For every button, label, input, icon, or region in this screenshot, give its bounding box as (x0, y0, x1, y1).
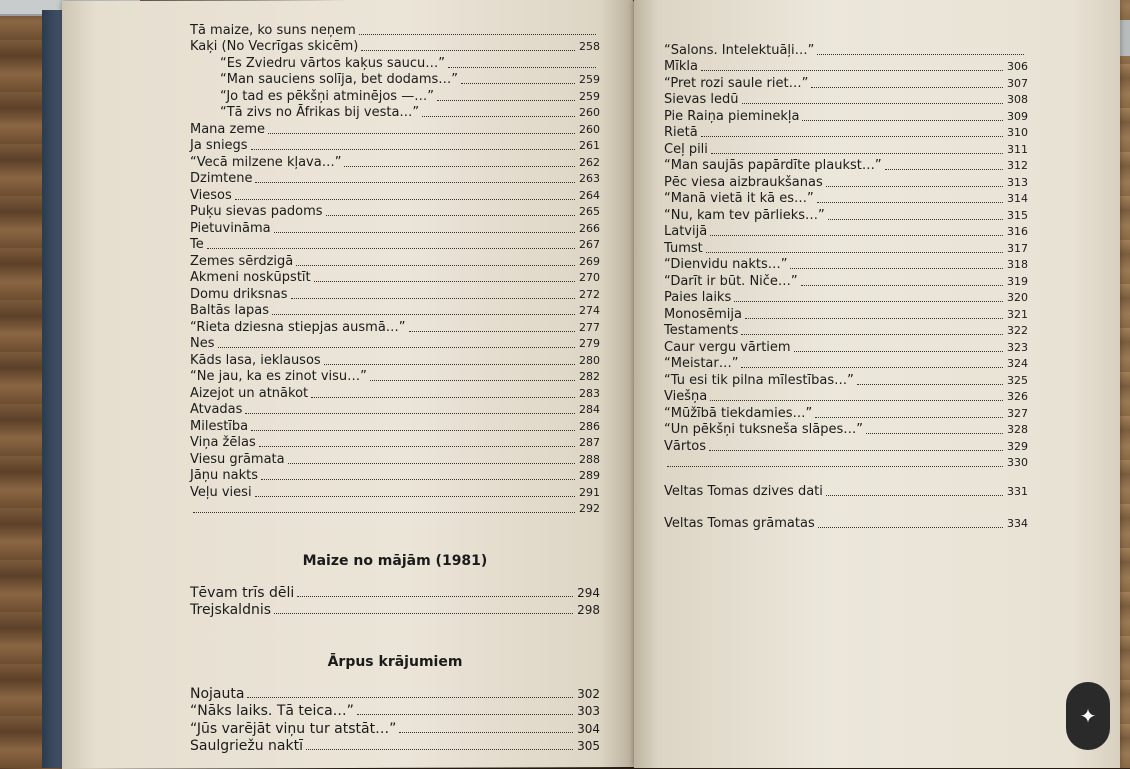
toc-entry-page: 307 (1007, 76, 1028, 90)
toc-entry-page: 270 (579, 271, 600, 284)
toc-entry (190, 187, 600, 204)
toc-entry-page: 315 (1007, 208, 1028, 222)
toc-entry-page: 265 (579, 205, 600, 218)
toc-entry-title: Atvadas (190, 402, 243, 417)
toc-entry-page: 317 (1007, 241, 1028, 255)
toc-entry (664, 372, 1028, 389)
toc-entry-page: 269 (579, 254, 600, 268)
toc-entry-title: Mana zeme (190, 121, 266, 137)
toc-entry-page: 277 (579, 320, 600, 334)
toc-entry-title: “Man saujās papārdīte plaukst…” (664, 158, 882, 173)
toc-entry-title: Veltas Tomas dzives dati (664, 483, 823, 499)
toc-entry-page: 259 (579, 73, 600, 86)
toc-entry (190, 737, 600, 755)
dot-leader (701, 136, 1003, 137)
toc-entry-title: “Mūžībā tiekdamies…” (664, 405, 813, 421)
toc-entry-page: 305 (577, 739, 600, 753)
toc-list-right (664, 42, 1028, 471)
toc-entry-title: “Tā zivs no Āfrikas bij vesta…” (220, 105, 420, 120)
toc-entry-title: Latvijā (664, 224, 708, 239)
toc-entry (190, 55, 600, 72)
toc-entry-title: Tā maize, ko suns neņem (190, 22, 356, 38)
dot-leader (274, 232, 575, 233)
toc-entry-page: 279 (579, 337, 600, 350)
toc-entry-page: 303 (577, 704, 600, 718)
toc-entry (664, 224, 1028, 241)
toc-entry-title: Te (190, 237, 204, 252)
toc-entry-title: “Meistar…” (664, 356, 739, 371)
toc-entry-page: 261 (579, 139, 600, 152)
toc-entry (664, 483, 1028, 500)
toc-entry-page: 266 (579, 221, 600, 235)
toc-entry (190, 121, 600, 138)
toc-entry-page: 326 (1007, 390, 1028, 403)
toc-list-appendix (664, 483, 1028, 532)
toc-entry (190, 171, 600, 188)
toc-entry-page: 324 (1007, 357, 1028, 370)
toc-entry-title: Saulgriežu naktī (190, 738, 303, 754)
toc-entry (664, 158, 1028, 175)
dot-leader (255, 182, 575, 183)
toc-entry (190, 418, 600, 435)
dot-leader (817, 54, 1024, 55)
toc-entry (190, 385, 600, 402)
toc-entry-page: 330 (1007, 456, 1028, 469)
dot-leader (268, 133, 575, 134)
toc-list-section-2 (190, 684, 600, 754)
toc-entry (190, 88, 600, 105)
toc-entry (664, 207, 1028, 224)
toc-entry-title: “Dienvidu nakts…” (664, 257, 788, 272)
toc-list-left (190, 22, 600, 517)
dot-leader (709, 450, 1003, 451)
toc-entry-title: Viņa žēlas (190, 435, 256, 450)
toc-entry-title: Nes (190, 336, 215, 351)
toc-entry-page: 319 (1007, 274, 1028, 288)
dot-leader (297, 596, 573, 597)
dot-leader (741, 367, 1003, 368)
toc-entry-title: Tēvam trīs dēli (190, 584, 295, 601)
toc-entry (190, 435, 600, 452)
toc-entry (190, 702, 600, 720)
toc-entry-title: “Ne jau, ka es zinot visu…” (190, 369, 367, 384)
dot-leader (885, 169, 1003, 170)
toc-entry-page: 294 (577, 585, 600, 600)
dot-leader (291, 298, 576, 299)
toc-entry (190, 484, 600, 501)
dot-leader (261, 479, 575, 480)
toc-entry-title: Rietā (664, 125, 698, 140)
watermark-logo-icon: ✦ (1066, 682, 1110, 750)
toc-entry (190, 72, 600, 89)
dot-leader (461, 83, 575, 84)
toc-entry-page: 329 (1007, 439, 1028, 453)
dot-leader (245, 413, 575, 414)
dot-leader (710, 400, 1003, 401)
toc-entry-page: 304 (577, 721, 600, 736)
toc-entry (190, 319, 600, 336)
toc-entry (190, 253, 600, 270)
toc-entry (664, 75, 1028, 92)
toc-entry-page: 260 (579, 106, 600, 119)
dot-leader (296, 265, 575, 266)
toc-entry-page: 262 (579, 155, 600, 169)
toc-entry-title: Vārtos (664, 438, 707, 454)
dot-leader (326, 215, 575, 216)
toc-entry-title: Kāds lasa, ieklausos (190, 352, 321, 368)
toc-entry (664, 516, 1028, 533)
section-heading-1: Maize no mājām (1981) (302, 553, 488, 569)
toc-entry-page: 313 (1007, 175, 1028, 189)
toc-entry-title: “Darīt ir būt. Niče…” (664, 273, 798, 289)
dot-leader (422, 116, 575, 117)
toc-entry-page: 325 (1007, 373, 1028, 387)
dot-leader (711, 153, 1003, 154)
toc-entry-page: 283 (579, 386, 600, 400)
dot-leader (667, 466, 1003, 467)
toc-entry-title: Veļu viesi (190, 484, 252, 500)
toc-entry-title: Puķu sievas padoms (190, 204, 323, 219)
toc-entry (190, 369, 600, 386)
toc-entry (664, 290, 1028, 307)
toc-entry-title: Pēc viesa aizbraukšanas (664, 174, 823, 190)
toc-entry-page: 321 (1007, 307, 1028, 321)
toc-entry (190, 601, 600, 619)
toc-entry (664, 306, 1028, 323)
toc-entry (190, 204, 600, 221)
toc-entry (664, 59, 1028, 76)
toc-entry (664, 257, 1028, 274)
dot-leader (247, 697, 573, 698)
dot-leader (802, 120, 1003, 121)
toc-entry-title: Zemes sērdzigā (190, 253, 294, 269)
toc-entry-page: 282 (579, 370, 600, 383)
dot-leader (437, 100, 575, 101)
dot-leader (857, 384, 1003, 385)
toc-entry-page: 302 (577, 686, 600, 701)
toc-entry (190, 719, 600, 737)
toc-entry (190, 138, 600, 155)
toc-entry (190, 220, 600, 237)
toc-entry-title: “Vecā milzene kļava…” (190, 154, 342, 170)
toc-entry-title: Akmeni noskūpstīt (190, 270, 311, 285)
dot-leader (701, 70, 1003, 71)
toc-entry-title: Nojauta (190, 685, 245, 702)
toc-entry-page: 292 (579, 502, 600, 515)
dot-leader (866, 433, 1003, 434)
dot-leader (255, 496, 575, 497)
left-page-toc (190, 22, 600, 754)
dot-leader (706, 252, 1003, 253)
toc-entry (664, 389, 1028, 406)
toc-entry-page: 289 (579, 469, 600, 482)
dot-leader (361, 50, 575, 51)
toc-entry (664, 356, 1028, 373)
toc-entry (190, 154, 600, 171)
toc-entry-title: Ceļ pili (664, 141, 708, 157)
toc-entry-title: “Un pēkšņi tuksneša slāpes…” (664, 422, 864, 437)
dot-leader (742, 103, 1003, 104)
dot-leader (818, 527, 1003, 528)
toc-entry-title: Pietuvināma (190, 220, 271, 236)
toc-entry-page: 260 (579, 122, 600, 136)
toc-entry-page: 274 (579, 304, 600, 317)
dot-leader (794, 351, 1003, 352)
toc-entry-page: 259 (579, 89, 600, 103)
toc-entry-title: Dzimtene (190, 171, 253, 186)
dot-leader (815, 417, 1003, 418)
dot-leader (828, 219, 1003, 220)
toc-entry-page: 284 (579, 403, 600, 416)
toc-entry (190, 286, 600, 303)
dot-leader (370, 380, 575, 381)
toc-entry (190, 270, 600, 287)
dot-leader (344, 166, 575, 167)
toc-entry-title: Ja sniegs (190, 138, 248, 153)
dot-leader (251, 149, 575, 150)
dot-leader (274, 613, 573, 614)
dot-leader (448, 67, 596, 68)
toc-entry (664, 323, 1028, 340)
dot-leader (399, 732, 573, 733)
toc-entry (664, 273, 1028, 290)
dot-leader (272, 314, 575, 315)
dot-leader (324, 364, 575, 365)
dot-leader (710, 235, 1003, 236)
toc-entry-page: 334 (1007, 517, 1028, 530)
toc-entry-page: 309 (1007, 109, 1028, 123)
toc-entry-page: 280 (579, 353, 600, 367)
toc-entry (664, 240, 1028, 257)
toc-entry-title: “Nāks laiks. Tā teica…” (190, 703, 354, 719)
toc-entry-title: Aizejot un atnākot (190, 385, 309, 401)
dot-leader (826, 495, 1003, 496)
toc-entry-title: “Jūs varējāt viņu tur atstāt…” (190, 720, 397, 737)
toc-entry-page: 267 (579, 238, 600, 251)
dot-leader (790, 268, 1003, 269)
dot-leader (259, 446, 575, 447)
toc-entry-title: “Pret rozi saule riet…” (664, 75, 809, 91)
toc-entry (664, 339, 1028, 356)
toc-entry-title: “Tu esi tik pilna mīlestības…” (664, 372, 854, 388)
toc-entry (190, 22, 600, 39)
toc-entry-title: Milestība (190, 418, 249, 434)
toc-entry-page: 320 (1007, 291, 1028, 304)
dot-leader (251, 430, 575, 431)
dot-leader (235, 199, 575, 200)
dot-leader (314, 281, 575, 282)
toc-entry (664, 405, 1028, 422)
toc-entry-title: Paies laiks (664, 290, 732, 305)
toc-entry (664, 92, 1028, 109)
toc-entry (664, 125, 1028, 142)
toc-entry-page: 288 (579, 452, 600, 466)
toc-entry-title: Caur vergu vārtiem (664, 339, 791, 355)
toc-entry (664, 141, 1028, 158)
dot-leader (357, 714, 573, 715)
toc-entry-title: Monosēmija (664, 306, 742, 322)
toc-entry (664, 455, 1028, 472)
toc-entry (190, 684, 600, 702)
toc-entry-page: 316 (1007, 225, 1028, 238)
toc-entry-page: 318 (1007, 258, 1028, 271)
toc-entry-page: 291 (579, 485, 600, 499)
toc-entry-title: Trejskaldnis (190, 602, 272, 618)
toc-entry (190, 468, 600, 485)
dot-leader (359, 34, 596, 35)
toc-entry-page: 264 (579, 188, 600, 202)
toc-entry-page: 312 (1007, 159, 1028, 172)
toc-entry-title: Veltas Tomas grāmatas (664, 516, 815, 531)
toc-entry (190, 39, 600, 56)
toc-entry-title: Baltās lapas (190, 303, 270, 318)
toc-entry-title: Viesos (190, 187, 232, 203)
toc-entry-page: 308 (1007, 93, 1028, 106)
toc-entry-title: Jāņu nakts (190, 468, 259, 483)
dot-leader (811, 87, 1003, 88)
toc-entry-title: Viesu grāmata (190, 451, 285, 467)
toc-entry-page: 306 (1007, 60, 1028, 73)
toc-entry-page: 286 (579, 419, 600, 433)
toc-entry-title: “Manā vietā it kā es…” (664, 191, 814, 206)
toc-entry (190, 352, 600, 369)
toc-entry (190, 451, 600, 468)
toc-entry (190, 105, 600, 122)
dot-leader (193, 512, 575, 513)
toc-entry-title: “Nu, kam tev pārlieks…” (664, 207, 825, 223)
toc-entry (664, 191, 1028, 208)
dot-leader (306, 749, 573, 750)
toc-entry-page: 298 (577, 603, 600, 617)
toc-entry (190, 336, 600, 353)
toc-entry (664, 438, 1028, 455)
toc-entry-title: “Salons. Intelektuāļi…” (664, 42, 815, 58)
toc-entry-title: “Rieta dziesna stiepjas ausmā…” (190, 319, 406, 335)
dot-leader (734, 301, 1003, 302)
toc-entry (664, 42, 1028, 59)
toc-entry (664, 108, 1028, 125)
toc-entry-title: Tumst (664, 240, 703, 256)
toc-entry-page: 272 (579, 287, 600, 301)
toc-entry-page: 263 (579, 172, 600, 185)
dot-leader (207, 248, 575, 249)
dot-leader (218, 347, 576, 348)
toc-entry-page: 311 (1007, 142, 1028, 156)
toc-entry-page: 322 (1007, 324, 1028, 337)
dot-leader (741, 334, 1003, 335)
dot-leader (817, 202, 1003, 203)
toc-entry-page: 327 (1007, 406, 1028, 420)
toc-entry-page: 314 (1007, 192, 1028, 205)
toc-entry (190, 583, 600, 601)
toc-entry-page: 258 (579, 40, 600, 53)
dot-leader (409, 331, 575, 332)
toc-entry-title: “Man sauciens solīja, bet dodams…” (220, 72, 459, 87)
dot-leader (745, 318, 1003, 319)
toc-entry-page: 287 (579, 436, 600, 449)
toc-entry (190, 402, 600, 419)
right-page-toc (664, 42, 1028, 548)
toc-entry-page: 323 (1007, 340, 1028, 354)
toc-entry (190, 237, 600, 254)
toc-entry-title: “Es Zviedru vārtos kaķus saucu…” (220, 55, 446, 71)
toc-entry-title: Sievas ledū (664, 92, 739, 107)
dot-leader (801, 285, 1003, 286)
toc-entry-title: Kaķi (No Vecrīgas skicēm) (190, 39, 359, 54)
toc-entry (190, 303, 600, 320)
toc-entry (190, 501, 600, 518)
toc-list-section-1 (190, 583, 600, 618)
toc-entry (664, 174, 1028, 191)
toc-entry-page: 328 (1007, 423, 1028, 436)
toc-entry-title: Pie Raiņa pieminekļa (664, 108, 800, 124)
section-heading-2: Ārpus krājumiem (327, 654, 463, 670)
toc-entry-page: 331 (1007, 484, 1028, 498)
toc-entry-title: “Jo tad es pēkšņi atminējos —…” (220, 88, 434, 104)
toc-entry-title: Testaments (664, 323, 739, 338)
toc-entry-title: Domu driksnas (190, 286, 288, 302)
dot-leader (288, 463, 575, 464)
toc-entry-title: Mīkla (664, 59, 698, 74)
dot-leader (311, 397, 575, 398)
toc-entry-page: 310 (1007, 126, 1028, 139)
dot-leader (826, 186, 1003, 187)
toc-entry-title: Viešņa (664, 389, 708, 404)
toc-entry (664, 422, 1028, 439)
